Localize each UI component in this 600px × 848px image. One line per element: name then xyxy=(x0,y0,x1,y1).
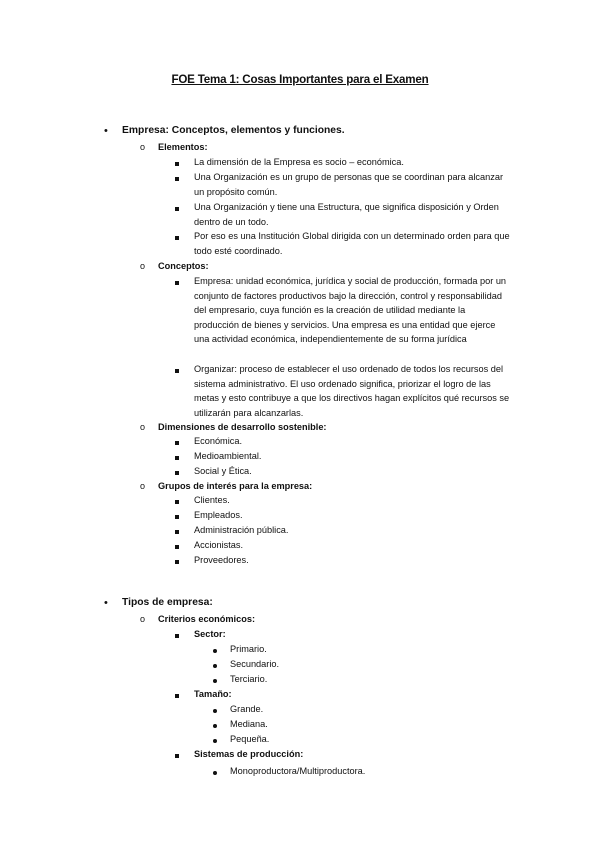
square-bullet-icon xyxy=(175,634,179,638)
list-item: Primario. xyxy=(230,644,267,654)
subheading-elementos: Elementos: xyxy=(158,142,208,152)
list-item: Clientes. xyxy=(194,495,230,505)
dot-bullet-icon xyxy=(213,739,217,743)
list-item: Empleados. xyxy=(194,510,243,520)
list-item: Grande. xyxy=(230,704,264,714)
circle-bullet-icon: o xyxy=(140,422,146,432)
square-bullet-icon xyxy=(175,545,179,549)
list-item: Pequeña. xyxy=(230,734,270,744)
circle-bullet-icon: o xyxy=(140,481,146,491)
subheading-dimensiones: Dimensiones de desarrollo sostenible: xyxy=(158,422,327,432)
subheading-sector: Sector: xyxy=(194,629,226,639)
circle-bullet-icon: o xyxy=(140,261,146,271)
list-item: Medioambiental. xyxy=(194,451,262,461)
bullet-icon: • xyxy=(104,597,108,609)
square-bullet-icon xyxy=(175,177,179,181)
concept-organizar: Organizar: proceso de establecer el uso ordenado de todos los recursos del sistema administrativo. El uso ordenado significa, priorizar el logro de las metas y esto contribuye a que los directivos hagan explícitos qué recursos se utilizarán para alcanzarlas. xyxy=(194,364,510,418)
square-bullet-icon xyxy=(175,369,179,373)
square-bullet-icon xyxy=(175,530,179,534)
list-item: Mediana. xyxy=(230,719,268,729)
section-heading: Tipos de empresa: xyxy=(122,597,213,608)
list-item: Secundario. xyxy=(230,659,280,669)
dot-bullet-icon xyxy=(213,709,217,713)
square-bullet-icon xyxy=(175,281,179,285)
list-item: Administración pública. xyxy=(194,525,289,535)
square-bullet-icon xyxy=(175,162,179,166)
square-bullet-icon xyxy=(175,456,179,460)
square-bullet-icon xyxy=(175,236,179,240)
square-bullet-icon xyxy=(175,500,179,504)
dot-bullet-icon xyxy=(213,679,217,683)
square-bullet-icon xyxy=(175,515,179,519)
list-item: Por eso es una Institución Global dirigida con un determinado orden para que todo esté coordinado. xyxy=(194,231,510,256)
list-item: Social y Ética. xyxy=(194,466,252,476)
square-bullet-icon xyxy=(175,441,179,445)
subheading-sistemas: Sistemas de producción: xyxy=(194,749,304,759)
list-item: Monoproductora/Multiproductora. xyxy=(230,766,366,776)
square-bullet-icon xyxy=(175,754,179,758)
circle-bullet-icon: o xyxy=(140,614,146,624)
dot-bullet-icon xyxy=(213,771,217,775)
list-item: Económica. xyxy=(194,436,243,446)
list-item: Una Organización es un grupo de personas que se coordinan para alcanzar un propósito común. xyxy=(194,172,504,197)
subheading-conceptos: Conceptos: xyxy=(158,261,209,271)
concept-empresa: Empresa: unidad económica, jurídica y social de producción, formada por un conjunto de factores productivos bajo la dirección, control y responsabilidad del empresario, cuya función es la creación de utilidad mediante la producción de bienes y servicios. Una empresa es una entidad que ejerce una actividad económica, independientemente de su forma jurídica xyxy=(194,276,507,345)
dot-bullet-icon xyxy=(213,724,217,728)
square-bullet-icon xyxy=(175,207,179,211)
list-item: Proveedores. xyxy=(194,555,249,565)
bullet-icon: • xyxy=(104,125,108,137)
page-title: FOE Tema 1: Cosas Importantes para el Examen xyxy=(171,73,429,86)
circle-bullet-icon: o xyxy=(140,142,146,152)
subheading-grupos: Grupos de interés para la empresa: xyxy=(158,481,313,491)
section-heading: Empresa: Conceptos, elementos y funciones. xyxy=(122,125,345,136)
list-item: Accionistas. xyxy=(194,540,244,550)
list-item: La dimensión de la Empresa es socio – económica. xyxy=(194,157,404,167)
list-item: Terciario. xyxy=(230,674,268,684)
square-bullet-icon xyxy=(175,471,179,475)
dot-bullet-icon xyxy=(213,664,217,668)
list-item: Una Organización y tiene una Estructura, que significa disposición y Orden dentro de un todo. xyxy=(194,202,499,227)
square-bullet-icon xyxy=(175,560,179,564)
square-bullet-icon xyxy=(175,694,179,698)
subheading-criterios: Criterios económicos: xyxy=(158,614,256,624)
dot-bullet-icon xyxy=(213,649,217,653)
subheading-tamano: Tamaño: xyxy=(194,689,232,699)
